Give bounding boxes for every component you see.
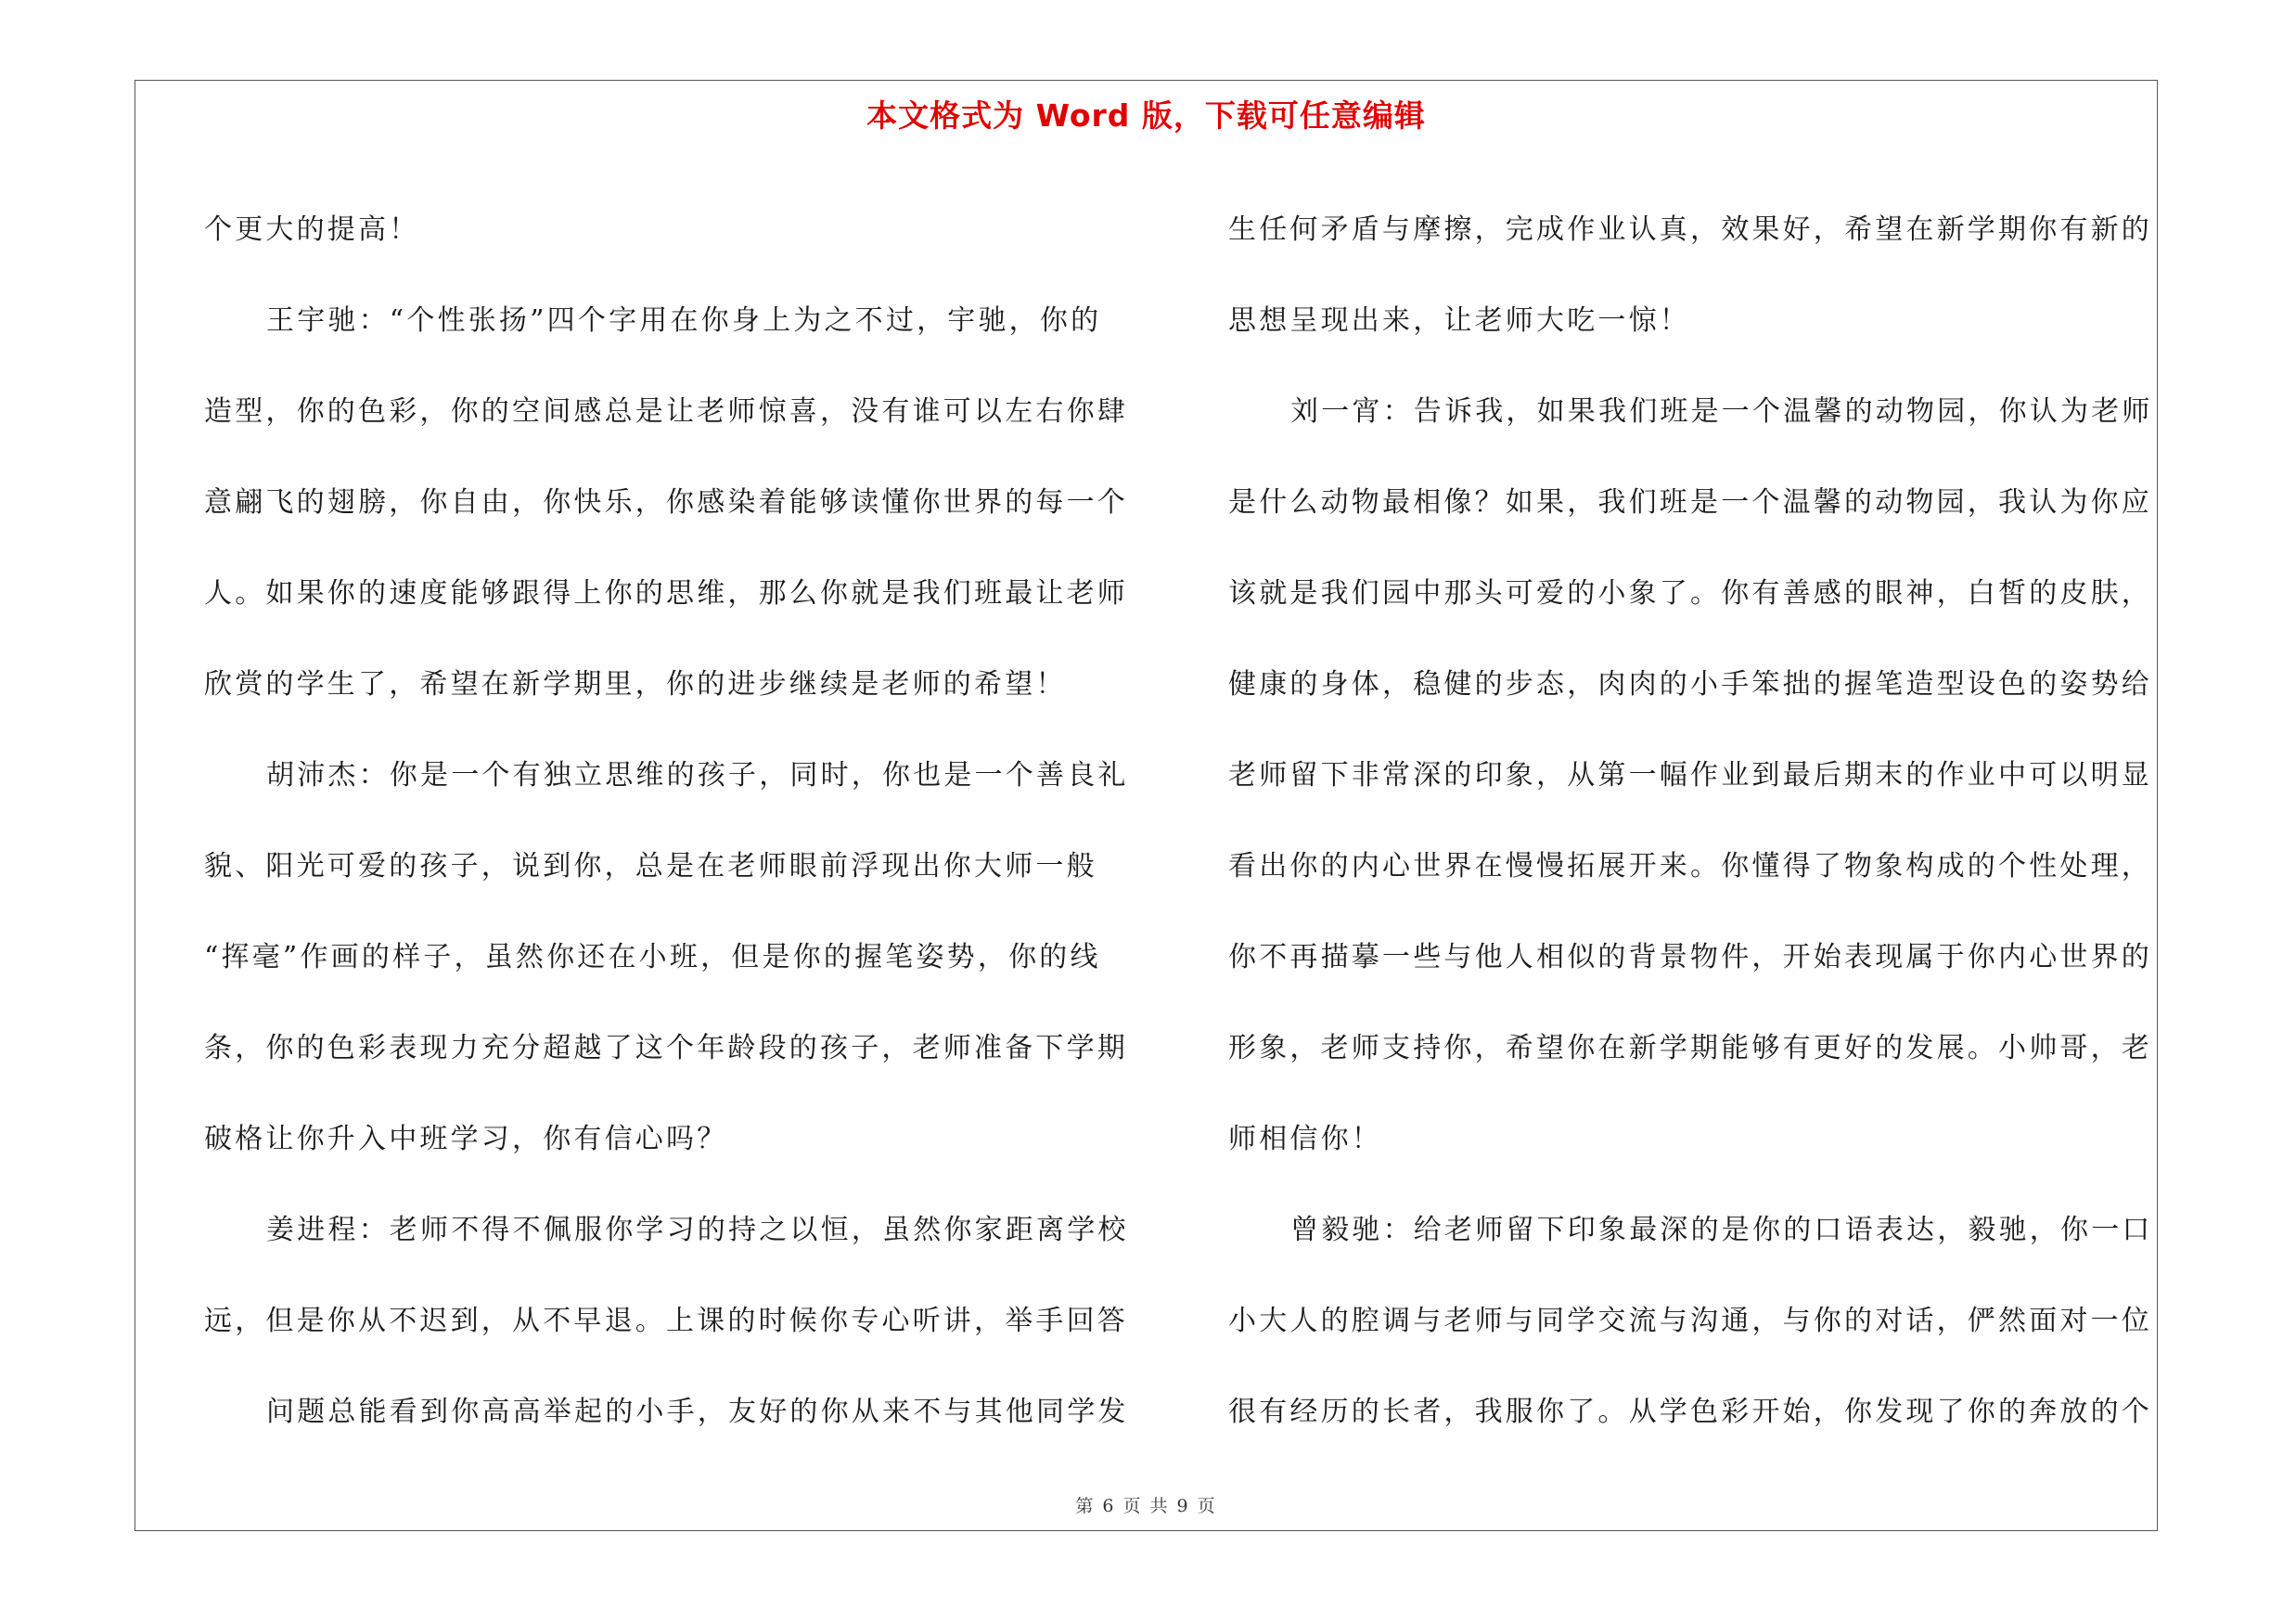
text-line: 造型，你的色彩，你的空间感总是让老师惊喜，没有谁可以左右你肆: [204, 395, 1128, 428]
paragraph-start-line: 王宇驰：“个性张扬”四个字用在你身上为之不过，宇驰，你的: [266, 304, 1102, 337]
text-line: 健康的身体，稳健的步态，肉肉的小手笨拙的握笔造型设色的姿势给: [1228, 668, 2152, 701]
text-line: 看出你的内心世界在慢慢拓展开来。你懂得了物象构成的个性处理，: [1228, 850, 2152, 882]
text-line: 远，但是你从不迟到，从不早退。上课的时候你专心听讲，举手回答: [204, 1305, 1128, 1337]
text-line: 该就是我们园中那头可爱的小象了。你有善感的眼神，白皙的皮肤，: [1228, 577, 2152, 610]
page-number-footer: 第 6 页 共 9 页: [1075, 1496, 1217, 1516]
document-page: [135, 80, 2158, 1531]
text-line: 条，你的色彩表现力充分超越了这个年龄段的孩子，老师准备下学期: [204, 1032, 1128, 1064]
text-line: 个更大的提高！: [204, 213, 420, 246]
text-line: 小大人的腔调与老师与同学交流与沟通，与你的对话，俨然面对一位: [1228, 1305, 2152, 1337]
text-line: 是什么动物最相像？如果，我们班是一个温馨的动物园，我认为你应: [1228, 486, 2152, 519]
paragraph-start-line: 姜进程：老师不得不佩服你学习的持之以恒，虽然你家距离学校: [266, 1214, 1129, 1246]
paragraph-start-line: 曾毅驰：给老师留下印象最深的是你的口语表达，毅驰，你一口: [1290, 1214, 2153, 1246]
text-line: 老师留下非常深的印象，从第一幅作业到最后期末的作业中可以明显: [1228, 759, 2152, 792]
text-line: 很有经历的长者，我服你了。从学色彩开始，你发现了你的奔放的个: [1228, 1396, 2152, 1428]
word-format-banner: 本文格式为 Word 版，下载可任意编辑: [866, 97, 1426, 134]
text-line: 问题总能看到你高高举起的小手，友好的你从来不与其他同学发: [266, 1396, 1129, 1428]
text-line: 思想呈现出来，让老师大吃一惊！: [1228, 304, 1690, 337]
paragraph-start-line: 刘一宵：告诉我，如果我们班是一个温馨的动物园，你认为老师: [1290, 395, 2153, 428]
text-line: 生任何矛盾与摩擦，完成作业认真，效果好，希望在新学期你有新的: [1228, 213, 2152, 246]
text-line: 破格让你升入中班学习，你有信心吗？: [204, 1123, 728, 1155]
text-line: 欣赏的学生了，希望在新学期里，你的进步继续是老师的希望！: [204, 668, 1067, 701]
right-text-column: [1228, 185, 2156, 1458]
text-line: 意翩飞的翅膀，你自由，你快乐，你感染着能够读懂你世界的每一个: [204, 486, 1128, 519]
paragraph-start-line: 胡沛杰：你是一个有独立思维的孩子，同时，你也是一个善良礼: [266, 759, 1129, 792]
text-line: 形象，老师支持你，希望你在新学期能够有更好的发展。小帅哥，老: [1228, 1032, 2152, 1064]
text-line: 师相信你！: [1228, 1123, 1382, 1155]
text-line: 人。如果你的速度能够跟得上你的思维，那么你就是我们班最让老师: [204, 577, 1128, 610]
text-line: 貌、阳光可爱的孩子，说到你，总是在老师眼前浮现出你大师一般: [204, 850, 1097, 882]
left-text-column: [204, 185, 1132, 1458]
text-line: 你不再描摹一些与他人相似的背景物件，开始表现属于你内心世界的: [1228, 941, 2152, 973]
text-line: “挥毫”作画的样子，虽然你还在小班，但是你的握笔姿势，你的线: [204, 941, 1101, 973]
